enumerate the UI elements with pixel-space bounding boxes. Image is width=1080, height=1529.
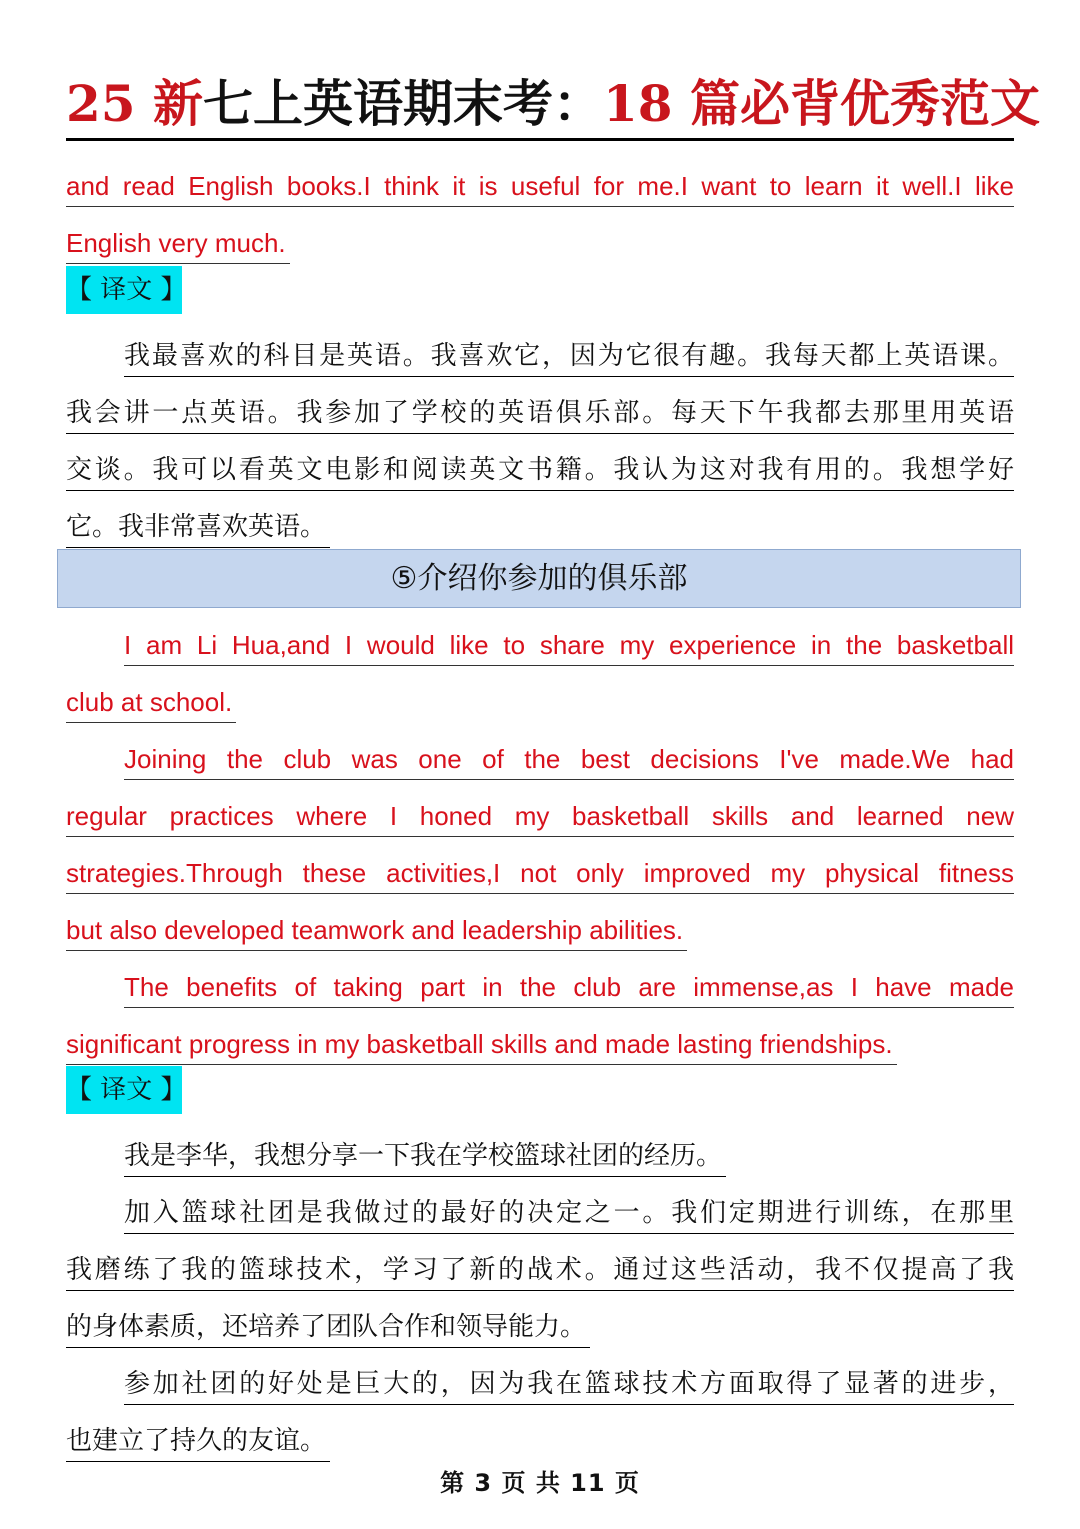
section-heading: ⑤介绍你参加的俱乐部 bbox=[57, 549, 1021, 608]
essay5-english bbox=[66, 609, 1014, 1065]
page-number: 第 3 页 共 11 页 bbox=[440, 1469, 640, 1497]
text-line: 我磨练了我的篮球技术，学习了新的战术。通过这些活动，我不仅提高了我 bbox=[66, 1234, 1014, 1291]
text-line: club at school. bbox=[66, 666, 1014, 723]
text-line: 交谈。我可以看英文电影和阅读英文书籍。我认为这对我有用的。我想学好 bbox=[66, 434, 1014, 491]
essay4-translation bbox=[66, 320, 1014, 548]
text-line: 参加社团的好处是巨大的，因为我在篮球技术方面取得了显著的进步， bbox=[66, 1348, 1014, 1405]
text-line: regular practices where I honed my basketball skills and learned new bbox=[66, 780, 1014, 837]
text-line: 我会讲一点英语。我参加了学校的英语俱乐部。每天下午我都去那里用英语 bbox=[66, 377, 1014, 434]
page-title bbox=[66, 72, 1040, 141]
text-line: 的身体素质，还培养了团队合作和领导能力。 bbox=[66, 1291, 1014, 1348]
text-line: 我最喜欢的科目是英语。我喜欢它，因为它很有趣。我每天都上英语课。 bbox=[66, 320, 1014, 377]
text-line: 我是李华，我想分享一下我在学校篮球社团的经历。 bbox=[66, 1120, 1014, 1177]
essay5-translation bbox=[66, 1120, 1014, 1462]
text-line: 也建立了持久的友谊。 bbox=[66, 1405, 1014, 1462]
text-line: significant progress in my basketball skills and made lasting friendships. bbox=[66, 1008, 1014, 1065]
text-line: The benefits of taking part in the club are immense,as I have made bbox=[66, 951, 1014, 1008]
translation-tag: 【 译文 】 bbox=[66, 266, 182, 314]
translation-tag: 【 译文 】 bbox=[66, 1066, 182, 1114]
title-part2: 七上英语期末考： bbox=[203, 74, 603, 133]
text-line: Joining the club was one of the best decisions I've made.We had bbox=[66, 723, 1014, 780]
text-line: I am Li Hua,and I would like to share my experience in the basketball bbox=[66, 609, 1014, 666]
title-part3: 18 篇必背优秀范文 bbox=[603, 74, 1040, 133]
text-line: strategies.Through these activities,I not only improved my physical fitness bbox=[66, 837, 1014, 894]
essay4-english-end bbox=[66, 150, 1014, 264]
text-line: but also developed teamwork and leadership abilities. bbox=[66, 894, 1014, 951]
text-line: English very much. bbox=[66, 207, 1014, 264]
title-part1: 25 新 bbox=[66, 74, 203, 133]
text-line: and read English books.I think it is useful for me.I want to learn it well.I like bbox=[66, 150, 1014, 207]
text-line: 加入篮球社团是我做过的最好的决定之一。我们定期进行训练，在那里 bbox=[66, 1177, 1014, 1234]
text-line: 它。我非常喜欢英语。 bbox=[66, 491, 1014, 548]
